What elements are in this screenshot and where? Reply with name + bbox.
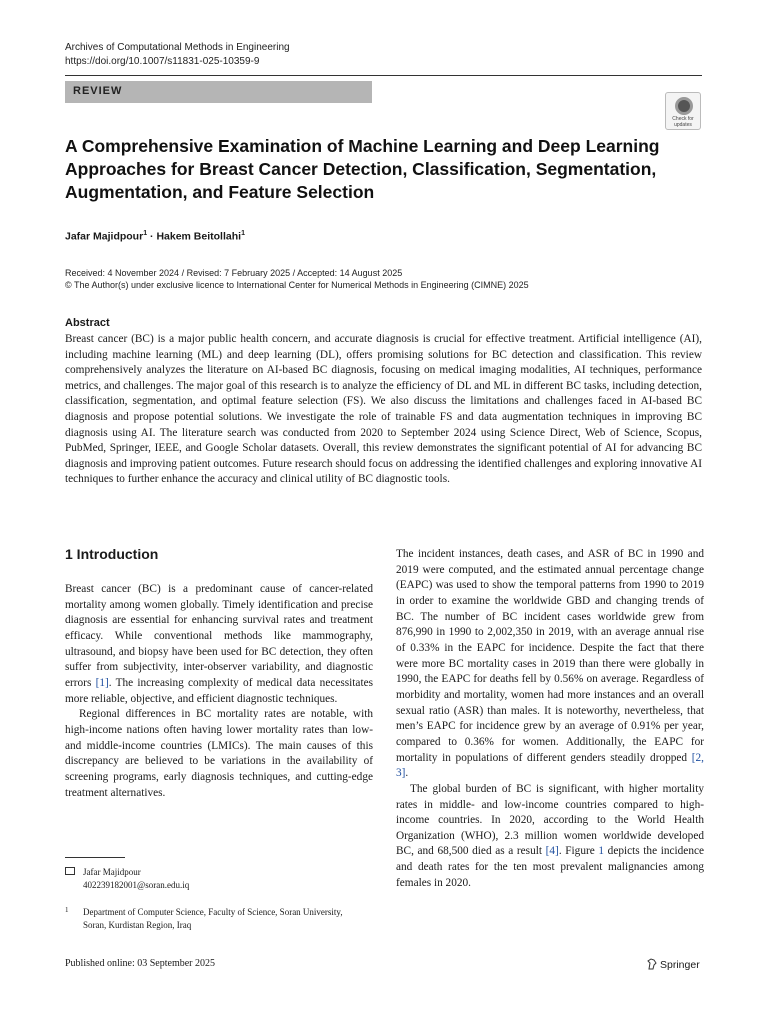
affiliation-number: 1 [65,906,69,914]
doi-link[interactable]: https://doi.org/10.1007/s11831-025-10359-9 [65,56,260,67]
email-link[interactable]: 402239182001@soran.edu.iq [83,880,190,890]
journal-name: Archives of Computational Methods in Engineering [65,42,290,53]
affiliation-text: Department of Computer Science, Faculty of Science, Soran University, Soran, Kurdistan Region, Iraq [83,907,343,930]
publisher-name: Springer [660,959,700,971]
abstract-text: Breast cancer (BC) is a major public health concern, and accurate diagnosis is crucial for effective treatment. Artificial intelligence (AI), including machine learning (ML) and deep learning (DL), offers promising solutions for BC detection and classification. This review comprehensively analyzes the literature on AI-based BC diagnosis, focusing on medical imaging modalities, AI techniques, performance metrics, and challenges. The major goal of this research is to analyze the efficiency of DL and ML in different BC tasks, including detection, classification, segmentation, and optimal feature selection (FS). We also discuss the limitations and challenges faced in AI-based BC diagnosis and propose potential solutions. We investigate the role of trainable FS and data augmentation techniques in improving BC diagnosis using AI. The literature search was conducted from 2020 to September 2024 using Science Direct, Web of Science, Scopus, PubMed, Springer, IEEE, and Google Scholar datasets. Overall, this review demonstrates the significant potential of AI for advancing BC diagnosis and improving patient outcomes. Future research should focus on addressing the identified challenges and exploring innovative AI techniques to further enhance the accuracy and clinical utility of BC diagnostic tools. [65,333,702,486]
copyright-line: © The Author(s) under exclusive licence to International Center for Numerical Methods in Engineering (CIMNE) 2025 [65,280,529,290]
footnote-divider [65,857,125,858]
right-column [396,547,704,891]
author-name[interactable]: Hakem Beitollahi [156,230,242,243]
paragraph-text: The global burden of BC is significant, with higher mortality rates in middle- and low-income countries compared to high-income countries. In 2020, according to the World Health Organization (WHO), 2.3 million women worldwide developed BC, and 68,500 died as a result [396,782,704,858]
paragraph [396,547,704,782]
paragraph [65,582,373,707]
journal-header [65,41,290,69]
section-label: REVIEW [73,85,123,97]
update-check-icon [675,97,693,115]
dates-line: Received: 4 November 2024 / Revised: 7 February 2025 / Accepted: 14 August 2025 [65,268,403,278]
paragraph: Regional differences in BC mortality rates are notable, with high-income nations often having lower mortality rates than low- and middle-income countries (LMICs). The main causes of this discrepancy are believed to be variations in the availability of screening programs, early diagnosis techniques, and cutting-edge treatment alternatives. [65,708,373,799]
affiliation-marker: 1 [241,230,245,237]
badge-text: Check for updates [672,116,694,128]
left-column [65,582,373,801]
paragraph-text: . [405,767,409,780]
springer-horse-icon [647,958,657,970]
published-online-date: Published online: 03 September 2025 [65,958,215,969]
paragraph-text: . Figure [558,845,599,858]
paragraph-text: The incident instances, death cases, and ASR of BC in 1990 and 2019 were computed, and the estimated annual percentage change (EAPC) was used to show the temporal patterns from 1990 to 2019 in order to examine the worldwide GBD and changing trends of BC. The number of BC incident cases worldwide grew from 876,990 in 1990 to 2,002,350 in 2019, with an average annual rise of 0.33% in the EAPC for incidence. Despite the fact that there were more BC mortality cases in 2019 than there were globally in 1990, the EAPC for deaths fell by 0.56% on average. Regardless of morbidity and mortality, women had more instances and an overall sexual ratio (ASR) than males. It is noteworthy, nevertheless, that men’s EAPC for incidence grew by an average of 0.91% per year, compared to 0.36% for women. Additionally, the EAPC for mortality in populations of different genders steadily dropped [396,548,704,764]
author-list [65,230,245,243]
corresponding-author-note [65,866,189,892]
check-for-updates-badge[interactable] [665,92,701,130]
section-heading: 1 Introduction [65,546,159,562]
figure-link[interactable]: 1 [598,845,605,858]
paragraph-text: . The increasing complexity of medical data necessitates more reliable, objective, and efficient diagnostic techniques. [65,676,373,705]
header-divider [65,75,702,76]
author-separator: · [147,230,157,243]
corresponding-author-name: Jafar Majidpour [83,867,141,877]
paragraph [396,782,704,892]
paragraph-text: Breast cancer (BC) is a predominant cause of cancer-related mortality among women globally. Timely identification and precise diagnosis are essential for enhancing survival rates and treatment efficacy. While conventional methods like mammography, ultrasound, and biopsy have been used for BC detection, they often suffer from subjectivity, inter-observer variability, and diagnostic errors [65,583,373,689]
citation-link[interactable]: [1] [95,676,109,689]
abstract-heading: Abstract [65,317,110,329]
author-name[interactable]: Jafar Majidpour [65,230,144,243]
citation-link[interactable]: [2, 3] [396,751,704,780]
affiliation-note [65,906,365,932]
citation-link[interactable]: [4] [545,845,559,858]
article-title: A Comprehensive Examination of Machine Learning and Deep Learning Approaches for Breast Cancer Detection, Classification, Segmentation, Augmentation, and Feature Selection [65,136,660,202]
section-label-bar [65,81,372,103]
envelope-icon [65,867,75,875]
publication-history [65,267,529,291]
affiliation-marker: 1 [143,230,148,237]
paragraph-text: depicts the incidence and death rates for the ten most prevalent malignancies among females in 2020. [396,845,705,889]
publisher-logo[interactable] [647,958,700,971]
